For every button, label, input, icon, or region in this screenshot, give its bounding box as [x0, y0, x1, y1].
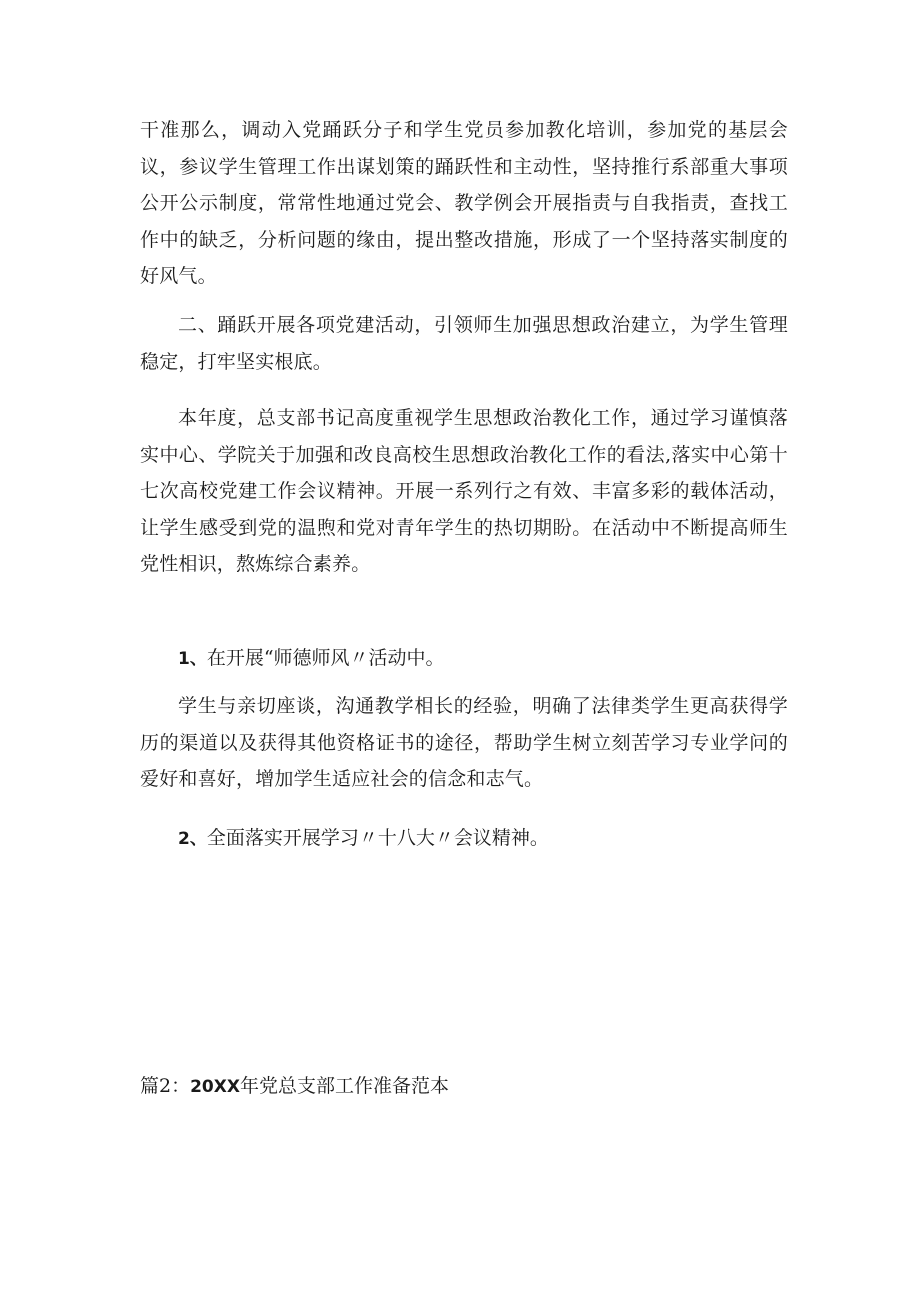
paragraph-annual-ideological-work: 本年度，总支部书记高度重视学生思想政治教化工作，通过学习谨慎落实中心、学院关于加强和改良高校生思想政治教化工作的看法,落实中心第十七次高校党建工作会议精神。开展一系列行之有效、丰富多彩的载体活动，让学生感受到党的温煦和党对青年学生的热切期盼。在活动中不断提高师生党性相识，熬炼综合素养。: [140, 407, 788, 575]
list-item-1-number: 1、: [178, 649, 207, 669]
list-item-1: [178, 640, 445, 677]
section-heading-year: 20XX: [190, 1077, 240, 1097]
list-item-2-text: 全面落实开展学习〃十八大〃会议精神。: [206, 827, 549, 849]
list-item-2-number: 2、: [178, 829, 207, 849]
section-heading-part-2: [140, 1068, 449, 1105]
paragraph-section-two-heading: 二、踊跃开展各项党建活动，引领师生加强思想政治建立，为学生管理稳定，打牢坚实根底。: [140, 314, 788, 373]
section-heading-title: 年党总支部工作准备范本: [239, 1075, 449, 1097]
paragraph-student-forum: 学生与亲切座谈，沟通教学相长的经验，明确了法律类学生更高获得学历的渠道以及获得其他资格证书的途径，帮助学生树立刻苦学习专业学问的爱好和喜好，增加学生适应社会的信念和志气。: [140, 695, 788, 790]
list-item-2: [178, 820, 549, 857]
list-item-1-text: 在开展“师德师风〃活动中。: [206, 647, 445, 669]
section-heading-prefix: 篇2：: [140, 1075, 191, 1097]
paragraph-party-work-continued: 干准那么，调动入党踊跃分子和学生党员参加教化培训，参加党的基层会议，参议学生管理工作出谋划策的踊跃性和主动性，坚持推行系部重大事项公开公示制度，常常性地通过党会、教学例会开展指责与自我指责，查找工作中的缺乏，分析问题的缘由，提出整改措施，形成了一个坚持落实制度的好风气。: [140, 119, 788, 287]
